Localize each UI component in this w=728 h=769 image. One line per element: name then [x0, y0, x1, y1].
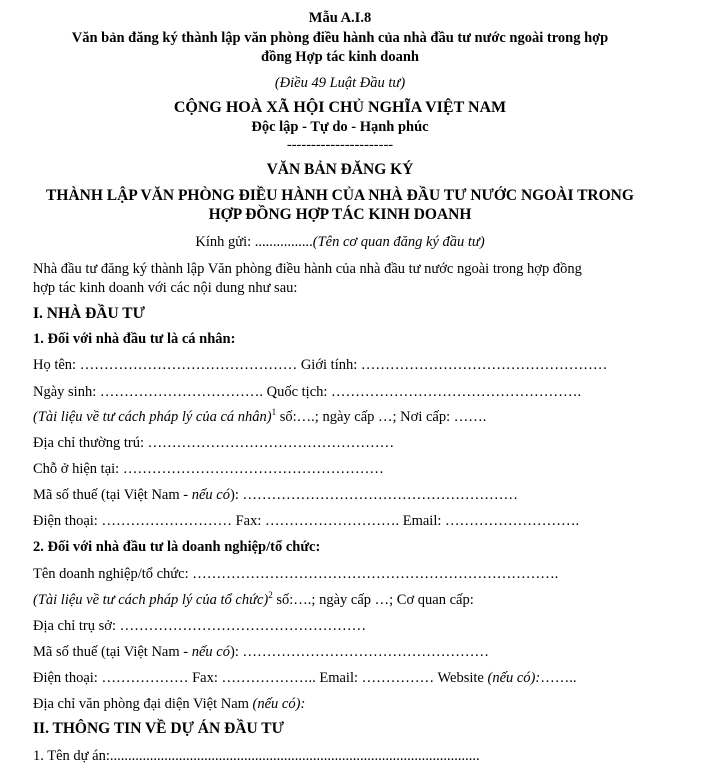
organization-contact-hint: (nếu có): [487, 670, 541, 686]
organization-contact-suffix: …….. [540, 670, 577, 686]
organization-legal-document-hint: (Tài liệu về tư cách pháp lý của tổ chức) [33, 592, 269, 608]
form-title-line-1: Văn bản đăng ký thành lập văn phòng điều hành của nhà đầu tư nước ngoài trong hợp [71, 30, 609, 46]
organization-legal-document-fields: số:….; ngày cấp …; Cơ quan cấp: [272, 592, 474, 608]
footnote-1: 1 [271, 407, 277, 418]
individual-dob-nationality: Ngày sinh: ……………………………. Quốc tịch: ……………………………………………. [33, 384, 582, 400]
recipient-hint: (Tên cơ quan đăng ký đầu tư) [312, 234, 485, 250]
organization-rep-office-prefix: Địa chỉ văn phòng đại diện Việt Nam [33, 696, 253, 712]
individual-permanent-address: Địa chỉ thường trú: …………………………………………… [33, 435, 395, 451]
organization-rep-office [33, 695, 305, 713]
organization-contact-prefix: Điện thoại: ……………… Fax: ……………….. Email: …………… Website [33, 670, 488, 686]
organization-contact [33, 669, 576, 687]
form-title-line-2: đồng Hợp tác kinh doanh [261, 49, 419, 65]
intro-line-1: Nhà đầu tư đăng ký thành lập Văn phòng điều hành của nhà đầu tư nước ngoài trong hợp đồng [33, 261, 582, 277]
organization-rep-office-hint: (nếu có): [252, 696, 306, 712]
recipient-line [0, 233, 680, 251]
organization-tax-prefix: Mã số thuế (tại Việt Nam - [33, 644, 192, 660]
individual-legal-document-hint: (Tài liệu về tư cách pháp lý của cá nhân) [33, 409, 272, 425]
individual-tax-prefix: Mã số thuế (tại Việt Nam - [33, 487, 192, 503]
organization-tax-code [33, 643, 489, 661]
individual-legal-document [33, 408, 486, 426]
section-2-title: II. THÔNG TIN VỀ DỰ ÁN ĐẦU TƯ [33, 720, 284, 737]
individual-tax-code [33, 486, 518, 504]
national-title: CỘNG HOÀ XÃ HỘI CHỦ NGHĨA VIỆT NAM [173, 99, 507, 116]
recipient-dots: ................ [254, 234, 313, 250]
form-code: Mẫu A.I.8 [308, 10, 372, 26]
individual-heading: 1. Đối với nhà đầu tư là cá nhân: [33, 331, 236, 347]
organization-tax-hint: nếu có [191, 644, 230, 660]
organization-hq-address: Địa chỉ trụ sở: …………………………………………… [33, 618, 367, 634]
organization-name: Tên doanh nghiệp/tổ chức: …………………………………………………………………. [33, 566, 559, 582]
national-motto: Độc lập - Tự do - Hạnh phúc [251, 119, 429, 135]
organization-heading: 2. Đối với nhà đầu tư là doanh nghiệp/tổ chức: [33, 539, 321, 555]
document-type: VĂN BẢN ĐĂNG KÝ [266, 161, 414, 178]
individual-contact: Điện thoại: ……………………… Fax: ………………………. Email: ………………………. [33, 513, 580, 529]
individual-tax-suffix: ): ………………………………………………… [229, 487, 518, 503]
legal-basis: (Điều 49 Luật Đầu tư) [274, 75, 406, 91]
individual-legal-document-fields: số:….; ngày cấp …; Nơi cấp: ……. [276, 409, 487, 425]
document-title-line-2: HỢP ĐỒNG HỢP TÁC KINH DOANH [208, 206, 472, 223]
section-1-title: I. NHÀ ĐẦU TƯ [33, 305, 145, 322]
recipient-label: Kính gửi: [195, 234, 255, 250]
individual-name-gender: Họ tên: ……………………………………… Giới tính: …………………………………………… [33, 357, 608, 373]
header-divider: ---------------------- [286, 137, 394, 153]
project-name: 1. Tên dự án:...................................................................................................... [33, 748, 480, 764]
intro-line-2: hợp tác kinh doanh với các nội dung như sau: [33, 280, 298, 296]
footnote-2: 2 [268, 590, 273, 601]
individual-tax-hint: nếu có [191, 487, 230, 503]
document-title-line-1: THÀNH LẬP VĂN PHÒNG ĐIỀU HÀNH CỦA NHÀ ĐẦU TƯ NƯỚC NGOÀI TRONG [46, 187, 634, 204]
organization-legal-document [33, 591, 474, 609]
organization-tax-suffix: ): …………………………………………… [229, 644, 489, 660]
individual-current-address: Chỗ ở hiện tại: ……………………………………………… [33, 461, 384, 477]
